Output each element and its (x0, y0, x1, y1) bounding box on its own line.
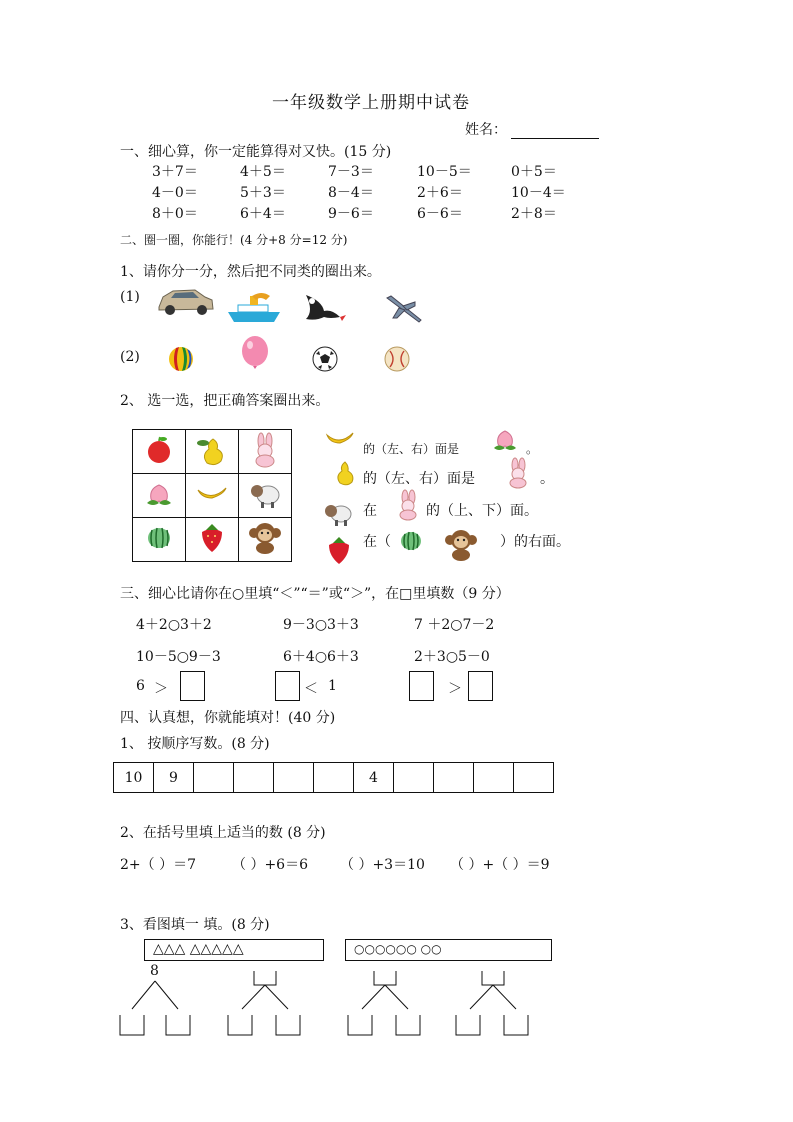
bird-icon[interactable] (300, 291, 348, 327)
section4-q1-prompt: 1、 按顺序写数。(8 分) (120, 736, 270, 752)
name-label: 姓名： (465, 122, 507, 138)
watermelon-icon[interactable] (398, 528, 424, 554)
pear-icon (332, 458, 356, 488)
sequence-cell[interactable]: 4 (354, 763, 394, 793)
fill-item[interactable]: （ ）+3＝10 (340, 857, 425, 873)
arithmetic-problem[interactable]: 6－6＝ (417, 206, 463, 222)
grid-cell (133, 430, 186, 474)
peach-icon (143, 479, 175, 509)
sequence-cell[interactable]: 9 (154, 763, 194, 793)
rabbit-icon (395, 490, 421, 520)
fill-box[interactable] (180, 671, 205, 701)
peach-icon[interactable] (491, 427, 519, 453)
arithmetic-problem[interactable]: 3＋7＝ (152, 164, 198, 180)
statement4-end: ）的右面。 (500, 534, 570, 550)
circles-box (345, 939, 552, 961)
section4-heading: 四、认真想，你就能填对！(40 分) (120, 710, 336, 726)
arithmetic-problem[interactable]: 4－0＝ (152, 185, 198, 201)
car-icon[interactable] (155, 283, 215, 319)
rabbit-icon (250, 433, 280, 467)
sequence-cell[interactable] (514, 763, 554, 793)
soccer-ball-icon[interactable] (312, 346, 338, 372)
watermelon-icon (144, 524, 174, 552)
compare-b-sign: ＜ (304, 681, 318, 697)
sequence-cell[interactable] (314, 763, 354, 793)
compare-a-sign: ＞ (154, 681, 168, 697)
row1-label: (1) (120, 289, 140, 305)
circles-row: ○○○○○○ ○○ (354, 942, 442, 956)
airplane-icon[interactable] (383, 292, 423, 328)
triangles-box (144, 939, 324, 961)
compare-item[interactable]: 2＋3○5－0 (414, 649, 490, 665)
fill-item[interactable]: （ ）+6＝6 (232, 857, 308, 873)
compare-item[interactable]: 4＋2○3＋2 (136, 617, 212, 633)
compare-b-number: 1 (328, 678, 337, 694)
compare-c-sign: ＞ (448, 681, 462, 697)
sequence-cell[interactable] (434, 763, 474, 793)
section3-heading: 三、细心比请你在○里填“＜”“＝”或“＞”，在□里填数（9 分） (120, 586, 510, 602)
baseball-icon[interactable] (384, 346, 410, 372)
fill-box[interactable] (275, 671, 300, 701)
strawberry-icon (326, 536, 352, 566)
fill-item[interactable]: 2+（ ）＝7 (120, 857, 196, 873)
ship-icon[interactable] (226, 292, 282, 324)
name-blank[interactable] (511, 124, 599, 139)
fill-box[interactable] (409, 671, 434, 701)
section2-q2-prompt: 2、 选一选，把正确答案圈出来。 (120, 393, 330, 409)
apple-icon (144, 435, 174, 465)
statement1-end: 。 (526, 442, 539, 456)
fill-item[interactable]: （ ）+（ ）＝9 (450, 857, 550, 873)
sequence-cell[interactable] (394, 763, 434, 793)
compare-item[interactable]: 10－5○9－3 (136, 649, 221, 665)
grid-cell (239, 474, 292, 518)
compare-item[interactable]: 7 ＋2○7－2 (414, 617, 495, 633)
statement4-text: 在（ (363, 534, 391, 550)
section4-q2-prompt: 2、在括号里填上适当的数 (8 分) (120, 825, 326, 841)
compare-a-number: 6 (136, 678, 145, 694)
statement2-end: 。 (540, 471, 554, 487)
grid-cell (133, 518, 186, 562)
split-top-number: 8 (150, 963, 159, 979)
striped-ball-icon[interactable] (168, 346, 194, 372)
compare-item[interactable]: 9－3○3＋3 (283, 617, 359, 633)
number-split-diagrams (110, 965, 550, 1040)
section2-q1-prompt: 1、请你分一分，然后把不同类的圈出来。 (120, 264, 381, 280)
banana-icon (196, 484, 228, 504)
compare-item[interactable]: 6＋4○6＋3 (283, 649, 359, 665)
grid-cell (186, 474, 239, 518)
arithmetic-problem[interactable]: 10－5＝ (417, 164, 472, 180)
grid-cell (186, 518, 239, 562)
section4-q3-prompt: 3、看图填一 填。(8 分) (120, 917, 270, 933)
name-field[interactable] (465, 119, 599, 139)
sheep-icon (249, 479, 281, 509)
monkey-icon[interactable] (443, 528, 479, 562)
page-title: 一年级数学上册期中试卷 (272, 93, 470, 113)
sequence-cell[interactable] (274, 763, 314, 793)
sequence-cell[interactable] (474, 763, 514, 793)
arithmetic-problem[interactable]: 0＋5＝ (511, 164, 557, 180)
grid-cell (186, 430, 239, 474)
balloon-icon[interactable] (240, 336, 270, 376)
grid-cell (239, 430, 292, 474)
arithmetic-problem[interactable]: 2＋8＝ (511, 206, 557, 222)
arithmetic-problem[interactable]: 6＋4＝ (240, 206, 286, 222)
row2-label: (2) (120, 349, 140, 365)
banana-icon (325, 430, 355, 448)
statement3-end: 的（上、下）面。 (426, 503, 538, 519)
arithmetic-problem[interactable]: 10－4＝ (511, 185, 566, 201)
arithmetic-problem[interactable]: 4＋5＝ (240, 164, 286, 180)
position-grid (132, 429, 292, 562)
statement1-text: 的（左、右）面是 (363, 442, 460, 456)
triangles-row: △△△ △△△△△ (153, 941, 244, 957)
arithmetic-problem[interactable]: 5＋3＝ (240, 185, 286, 201)
sequence-cell[interactable] (234, 763, 274, 793)
fill-box[interactable] (468, 671, 493, 701)
strawberry-icon (198, 522, 226, 554)
section1-heading: 一、细心算，你一定能算得对又快。(15 分) (120, 144, 392, 160)
grid-cell (133, 474, 186, 518)
arithmetic-problem[interactable]: 7－3＝ (328, 164, 374, 180)
monkey-icon (247, 521, 283, 555)
arithmetic-problem[interactable]: 2＋6＝ (417, 185, 463, 201)
section2-heading: 二、圈一圈，你能行！(4 分+8 分=12 分) (120, 233, 348, 247)
arithmetic-problem[interactable]: 8＋0＝ (152, 206, 198, 222)
pear-icon (195, 433, 229, 467)
statement2-text: 的（左、右）面是 (363, 471, 475, 487)
arithmetic-problem[interactable]: 8－4＝ (328, 185, 374, 201)
rabbit-icon[interactable] (505, 458, 531, 488)
sequence-cell[interactable]: 10 (114, 763, 154, 793)
sequence-cell[interactable] (194, 763, 234, 793)
sheep-icon (323, 500, 353, 528)
sequence-table (113, 762, 554, 793)
statement3-text: 在 (363, 503, 377, 519)
grid-cell (239, 518, 292, 562)
arithmetic-problem[interactable]: 9－6＝ (328, 206, 374, 222)
